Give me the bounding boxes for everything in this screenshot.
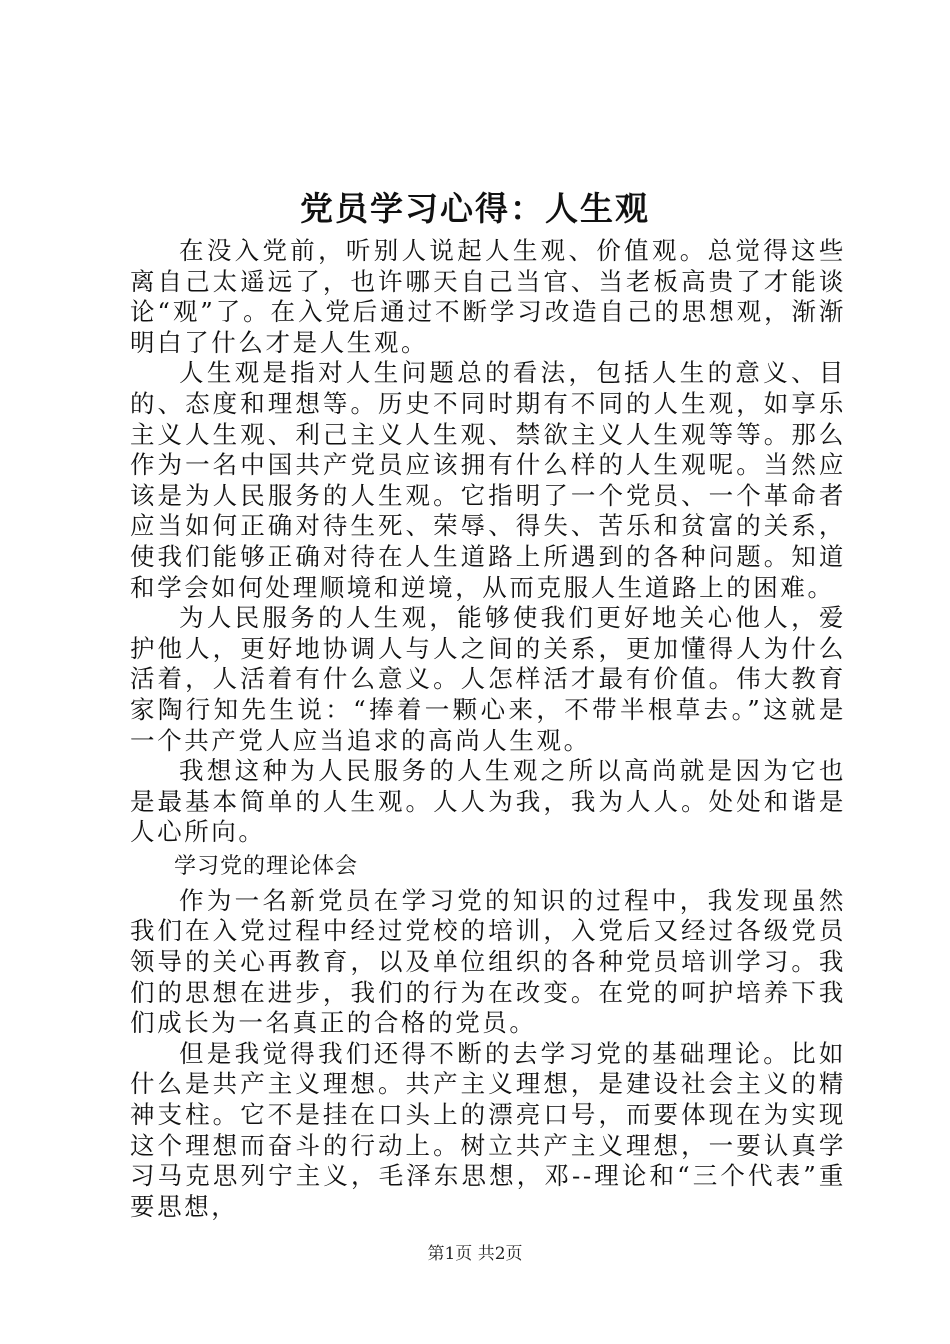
- paragraph: 作为一名新党员在学习党的知识的过程中，我发现虽然我们在入党过程中经过党校的培训，入党后又经过各级党员领导的关心再教育，以及单位组织的各种党员培训学习。我们的思想在进步，我们的行为在改变。在党的呵护培养下我们成长为一名真正的合格的党员。: [130, 885, 846, 1038]
- section-subheading: 学习党的理论体会: [174, 853, 359, 879]
- paragraph: 我想这种为人民服务的人生观之所以高尚就是因为它也是最基本简单的人生观。人人为我，我为人人。处处和谐是人心所向。: [130, 756, 846, 847]
- paragraph: 在没入党前，听别人说起人生观、价值观。总觉得这些离自己太遥远了，也许哪天自己当官、当老板高贵了才能谈论“观”了。在入党后通过不断学习改造自己的思想观，渐渐明白了什么才是人生观。: [130, 236, 846, 357]
- paragraph: 为人民服务的人生观，能够使我们更好地关心他人，爱护他人，更好地协调人与人之间的关系，更加懂得人为什么活着，人活着有什么意义。人怎样活才最有价值。伟大教育家陶行知先生说：“捧着一颗心来，不带半根草去。”这就是一个共产党人应当追求的高尚人生观。: [130, 603, 846, 755]
- page-footer: 第1页 共2页: [427, 1244, 523, 1264]
- paragraph: 但是我觉得我们还得不断的去学习党的基础理论。比如什么是共产主义理想。共产主义理想，是建设社会主义的精神支柱。它不是挂在口头上的漂亮口号，而要体现在为实现这个理想而奋斗的行动上。树立共产主义理想，一要认真学习马克思列宁主义，毛泽东思想，邓--理论和“三个代表”重要思想，: [130, 1038, 846, 1221]
- document-title: 党员学习心得：人生观: [300, 189, 650, 228]
- paragraph: 人生观是指对人生问题总的看法，包括人生的意义、目的、态度和理想等。历史不同时期有不同的人生观，如享乐主义人生观、利己主义人生观、禁欲主义人生观等等。那么作为一名中国共产党员应该拥有什么样的人生观呢。当然应该是为人民服务的人生观。它指明了一个党员、一个革命者应当如何正确对待生死、荣辱、得失、苦乐和贫富的关系，使我们能够正确对待在人生道路上所遇到的各种问题。知道和学会如何处理顺境和逆境，从而克服人生道路上的困难。: [130, 358, 846, 602]
- document-body: [130, 236, 846, 1222]
